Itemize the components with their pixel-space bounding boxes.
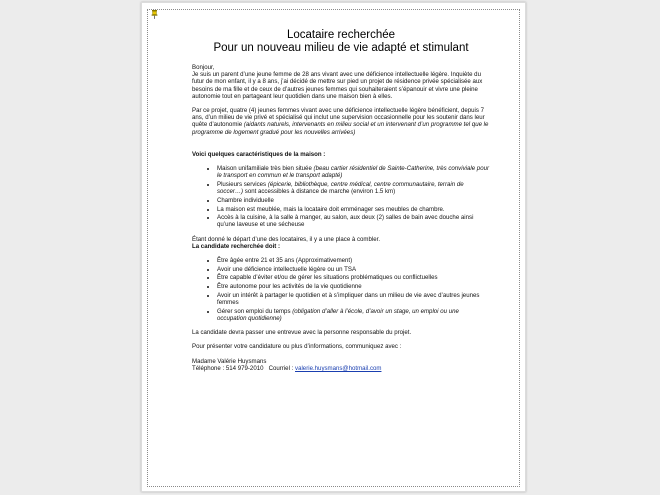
house-list (192, 165, 490, 229)
candidate-heading: La candidate recherchée doit : (192, 242, 281, 250)
email-link[interactable]: valerie.huysmans@hotmail.com (295, 364, 382, 372)
candidate-list (192, 257, 490, 322)
intro-paragraph: Je suis un parent d’une jeune femme de 28 ans vivant avec une déficience intellectuelle légère. Inquiète du futur de mon enfant, il y a 8 ans, j’ai décidé de mettre sur pied un projet de résidence privée spécialisée aux besoins de ma fille et de ceux de d’autres jeunes femmes qui souhaiteraient s’épanouir et vivre une pleine autonomie tout en partageant leur quotidien dans une maison bien à elles. (192, 71, 483, 100)
email-label: Courriel : (268, 364, 296, 372)
departure-text: Étant donné le départ d’une des locataires, il y a une place à combler. (192, 235, 381, 243)
contact-intro: Pour présenter votre candidature ou plus d’informations, communiquez avec : (192, 343, 402, 351)
list-item: • Plusieurs services (épicerie, bibliothèque, centre médical, centre communautaire, terrain de soccer…) sont accessibles à distance de marche (environ 1.5 km) (217, 181, 490, 195)
project-italic: (aidants naturels, intervenants en milieu social et un intervenant d’un programme tel que le programme de logement gradué pour les nouvelles arrivées) (192, 121, 489, 136)
contact-line (192, 365, 490, 372)
pushpin-icon (151, 10, 158, 19)
list-item: • Accès à la cuisine, à la salle à manger, au salon, aux deux (2) salles de bain avec douche ainsi qu’une laveuse et une sécheuse (217, 214, 490, 228)
greeting: Bonjour, (192, 64, 215, 71)
list-item: • Être âgée entre 21 et 35 ans (Approximativement) (217, 257, 490, 264)
list-item: • Avoir un intérêt à partager le quotidien et à s’impliquer dans un milieu de vie avec d’autres jeunes femmes (217, 292, 490, 306)
interview-text: La candidate devra passer une entrevue avec la personne responsable du projet. (192, 329, 412, 337)
project-text: Par ce projet, quatre (4) jeunes femmes vivant avec une déficience intellectuelle légère bénéficient, depuis 7 ans, d’un milieu de vie privé et spécialisé qui inclut une supervision occasionnelle pour les soutenir dans leur quête d’autonomie (192, 107, 485, 129)
list-item: • Être autonome pour les activités de la vie quotidienne (217, 283, 490, 290)
contact-name: Madame Valérie Huysmans (192, 357, 267, 365)
list-item: • Gérer son emploi du temps (obligation d’aller à l’école, d’avoir un stage, un emploi ou une occupation quotidienne) (217, 308, 490, 322)
document-content (192, 29, 490, 372)
list-item: • Être capable d’éviter et/ou de gérer les situations problématiques ou conflictuelles (217, 274, 490, 281)
list-item: • Chambre individuelle (217, 197, 490, 204)
document-title (192, 29, 490, 54)
title-line-2: Pour un nouveau milieu de vie adapté et stimulant (213, 41, 469, 54)
document-page (141, 2, 526, 492)
list-item: • La maison est meublée, mais la locataire doit emménager ses meubles de chambre. (217, 206, 490, 213)
house-heading: Voici quelques caractéristiques de la maison : (192, 150, 326, 158)
project-paragraph (192, 107, 490, 136)
list-item: • Maison unifamiliale très bien située (beau cartier résidentiel de Sainte-Catherine, très conviviale pour le transport en commun et le transport adapté) (217, 165, 490, 179)
title-line-1: Locataire recherchée (286, 29, 396, 41)
phone-label: Téléphone : 514 979-2010 (192, 364, 264, 372)
list-item: • Avoir une déficience intellectuelle légère ou un TSA (217, 266, 490, 273)
